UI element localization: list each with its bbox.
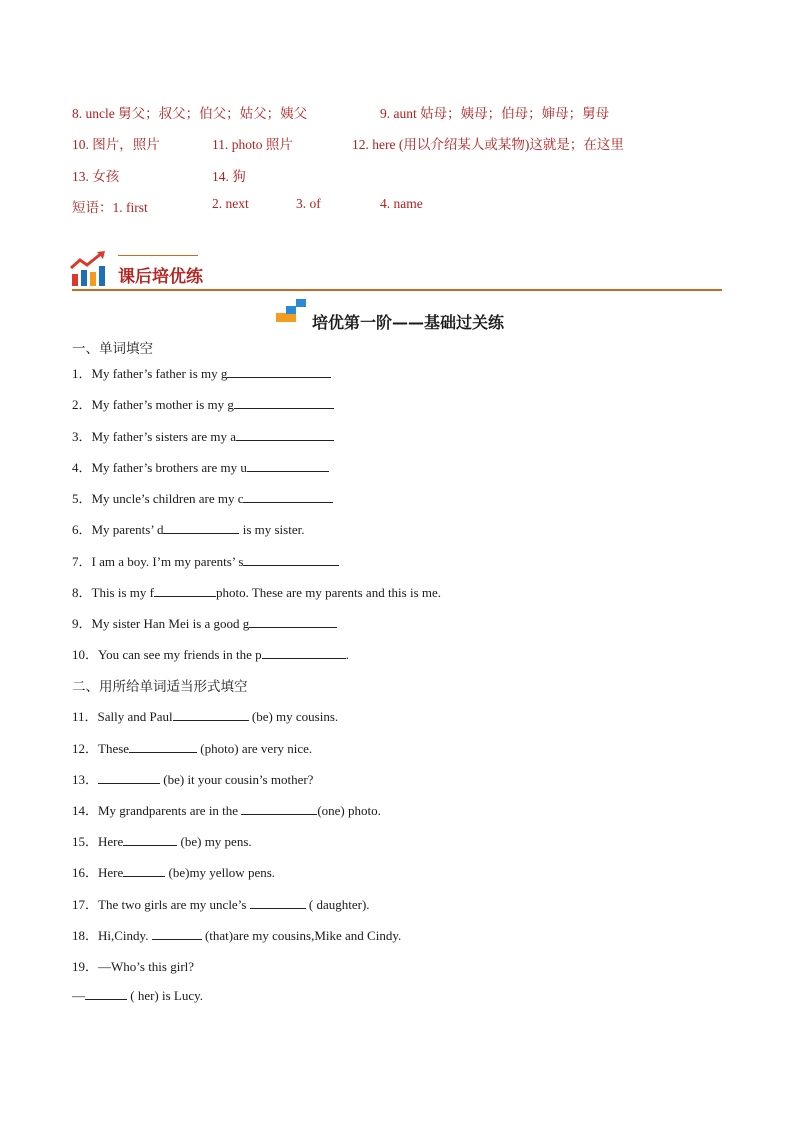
section-header-title: 课后培优练 [118,267,203,287]
question-text: 10．You can see my friends in the p [72,647,262,662]
question-12 [72,738,312,757]
header-divider [72,289,722,291]
question-text-after: (one) photo. [317,803,381,818]
question-19 [72,956,194,975]
question-text-after: ( daughter). [305,897,370,912]
question-15 [72,831,252,850]
icon-bar-4 [99,266,105,286]
question-text: 5．My uncle’s children are my c [72,491,244,506]
answer-blank[interactable] [243,553,339,566]
question-text: 15．Here [72,834,124,849]
answer-blank[interactable] [243,490,333,503]
stair-3 [296,299,306,307]
icon-bar-1 [72,274,78,286]
question-text: 9．My sister Han Mei is a good g [72,616,250,631]
question-2 [72,394,334,413]
question-text: 11．Sally and Paul [72,709,173,724]
question-text: 4．My father’s brothers are my u [72,460,247,475]
question-text-after: . [345,647,349,662]
stair-4 [286,314,296,322]
question-text: 7．I am a boy. I’m my parents’ s [72,554,244,569]
answer-blank[interactable] [98,771,160,784]
answer-blank[interactable] [236,428,334,441]
question-16 [72,862,275,881]
question-4 [72,457,329,476]
question-text: 17．The two girls are my uncle’s [72,897,250,912]
question-11 [72,706,338,725]
question-text: 18．Hi,Cindy. [72,928,152,943]
answer-blank[interactable] [247,459,329,472]
question-9 [72,613,337,632]
question-text: 1．My father’s father is my g [72,366,228,381]
answer-blank[interactable] [173,708,249,721]
phrase-name: 4. name [380,196,423,211]
vocab-item-uncle: 8. uncle 舅父；叔父；伯父；姑父；姨父 [72,106,308,121]
question-text-after: (be) my pens. [177,834,252,849]
icon-trend-line [71,253,102,268]
vocab-item-here: 12. here (用以介绍某人或某物)这就是；在这里 [352,137,624,152]
stair-2 [286,306,296,314]
header-accent-line [118,255,198,256]
icon-bar-3 [90,272,96,286]
question-18 [72,925,401,944]
vocab-item-photo: 11. photo 照片 [212,137,293,152]
vocab-item-13: 13. 女孩 [72,169,120,184]
answer-blank[interactable] [123,833,177,846]
section-1-title: 一、单词填空 [72,341,153,357]
question-10 [72,644,349,663]
question-text-after: ( her) is Lucy. [127,988,204,1003]
icon-bar-2 [81,270,87,286]
question-text: 14．My grandparents are in the [72,803,242,818]
answer-blank[interactable] [227,365,331,378]
stair-1 [276,313,286,322]
question-text: 2．My father’s mother is my g [72,397,234,412]
question-text: 8．This is my f [72,585,154,600]
question-text-after: (that)are my cousins,Mike and Cindy. [201,928,402,943]
question-text: 12．These [72,741,130,756]
answer-blank[interactable] [234,396,334,409]
question-text-after: photo. These are my parents and this is me. [215,585,442,600]
question-text: 19．—Who’s this girl? [72,959,195,974]
question-1 [72,363,331,382]
question-text-after: (be) my cousins. [248,709,339,724]
question-text: 13． [72,772,99,787]
answer-blank[interactable] [249,615,337,628]
subsection-title: 培优第一阶——基础过关练 [312,313,505,332]
answer-blank[interactable] [129,740,197,753]
vocab-item-14: 14. 狗 [212,169,246,184]
question-8 [72,582,441,601]
answer-blank[interactable] [154,584,216,597]
answer-blank[interactable] [241,802,317,815]
chart-trend-icon [70,250,108,288]
question-14 [72,800,381,819]
question-text: 16．Here [72,865,124,880]
answer-blank[interactable] [262,646,346,659]
answer-blank[interactable] [250,896,306,909]
question-6 [72,519,304,538]
question-5 [72,488,333,507]
question-text-after: (be)my yellow pens. [165,865,276,880]
phrase-first: 短语：1. first [72,200,148,215]
vocab-item-aunt: 9. aunt 姑母；姨母；伯母；婶母；舅母 [380,106,610,121]
vocab-item-10: 10. 图片，照片 [72,137,160,152]
answer-blank[interactable] [123,864,165,877]
stairs-icon [276,299,306,323]
question-text-after: (be) it your cousin’s mother? [160,772,314,787]
question-text: 6．My parents’ d [72,522,164,537]
question-text-after: (photo) are very nice. [197,741,313,756]
answer-blank[interactable] [163,521,239,534]
answer-blank[interactable] [152,927,202,940]
question-text: — [72,988,85,1003]
phrase-of: 3. of [296,196,321,211]
answer-blank[interactable] [85,987,127,1000]
question-text: 3．My father’s sisters are my a [72,429,237,444]
question-19-answer [72,987,203,1004]
question-13 [72,769,313,788]
question-text-after: is my sister. [239,522,305,537]
section-2-title: 二、用所给单词适当形式填空 [72,679,248,695]
question-3 [72,426,334,445]
phrase-next: 2. next [212,196,249,211]
question-17 [72,894,370,913]
question-7 [72,551,339,570]
